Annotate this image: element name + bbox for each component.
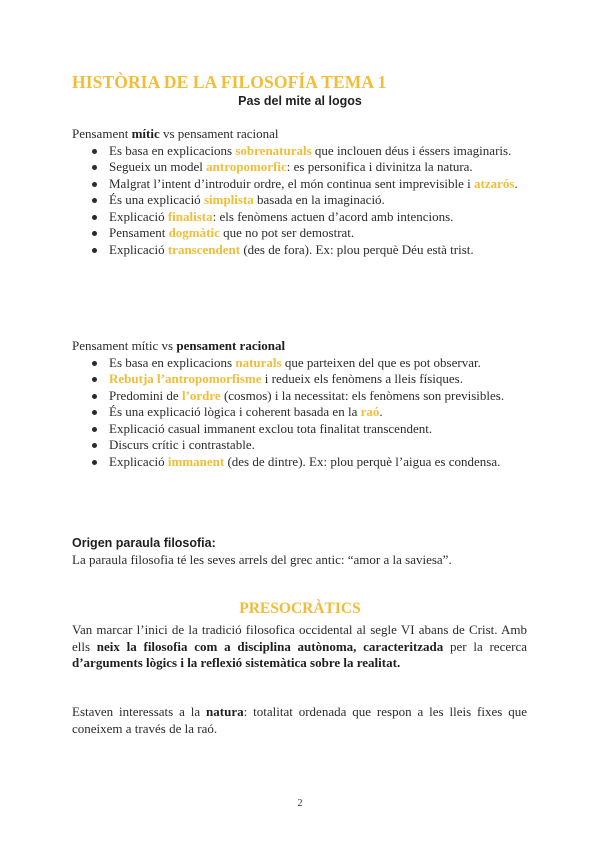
mitic-list [72, 143, 527, 259]
list-item: Rebutja l’antropomorfisme i redueix els fenòmens a lleis físiques. [72, 371, 527, 388]
presocratics-title: PRESOCRÀTICS [239, 600, 361, 617]
list-item: Discurs crític i contrastable. [72, 437, 527, 454]
list-item: Explicació casual immanent exclou tota finalitat transcendent. [72, 421, 527, 438]
list-item: Explicació immanent (des de dintre). Ex: plou perquè l’aigua es condensa. [72, 454, 527, 471]
list-item: Es basa en explicacions naturals que parteixen del que es pot observar. [72, 355, 527, 372]
list-item: Segueix un model antropomorfic: es personifica i divinitza la natura. [72, 159, 527, 176]
document-subtitle: Pas del mite al logos [238, 94, 362, 108]
page-number: 2 [297, 798, 303, 809]
mitic-intro-word: Pensament [72, 126, 132, 141]
origen-heading: Origen paraula filosofia: [72, 536, 216, 550]
mitic-intro-rest: vs pensament racional [159, 126, 279, 141]
list-item: Predomini de l’ordre (cosmos) i la necessitat: els fenòmens son previsibles. [72, 388, 527, 405]
racional-intro-bold: pensament racional [176, 338, 286, 353]
document-title: HISTÒRIA DE LA FILOSOFÍA TEMA 1 [72, 72, 387, 92]
presocratics-paragraph-2: Estaven interessats a la natura: totalitat ordenada que respon a les lleis fixes que coneixem a través de la raó. [72, 704, 527, 736]
list-item: És una explicació lògica i coherent basada en la raó. [72, 404, 527, 421]
mitic-section [72, 126, 527, 258]
racional-list [72, 355, 527, 471]
list-item: És una explicació simplista basada en la imaginació. [72, 192, 527, 209]
origen-text: La paraula filosofia té les seves arrels del grec antic: “amor a la saviesa”. [72, 551, 452, 567]
racional-intro [72, 338, 527, 355]
list-item: Malgrat l’intent d’introduir ordre, el món continua sent imprevisible i atzarós. [72, 176, 527, 193]
list-item: Explicació transcendent (des de fora). Ex: plou perquè Déu està trist. [72, 242, 527, 259]
racional-section [72, 338, 527, 470]
list-item: Pensament dogmàtic que no pot ser demostrat. [72, 225, 527, 242]
mitic-intro [72, 126, 527, 143]
origen-section [72, 535, 527, 568]
list-item: Explicació finalista: els fenòmens actuen d’acord amb intencions. [72, 209, 527, 226]
racional-intro-prefix: Pensament mític vs [72, 338, 177, 353]
presocratics-paragraph-1: Van marcar l’inici de la tradició filosofica occidental al segle VI abans de Crist. Amb ells neix la filosofia com a disciplina autònoma, caracteritzada per la recerca d’arguments lògics i la reflexió sistemàtica sobre la realitat. [72, 622, 527, 670]
list-item: Es basa en explicacions sobrenaturals que inclouen déus i éssers imaginaris. [72, 143, 527, 160]
mitic-intro-bold: mític [131, 126, 160, 141]
